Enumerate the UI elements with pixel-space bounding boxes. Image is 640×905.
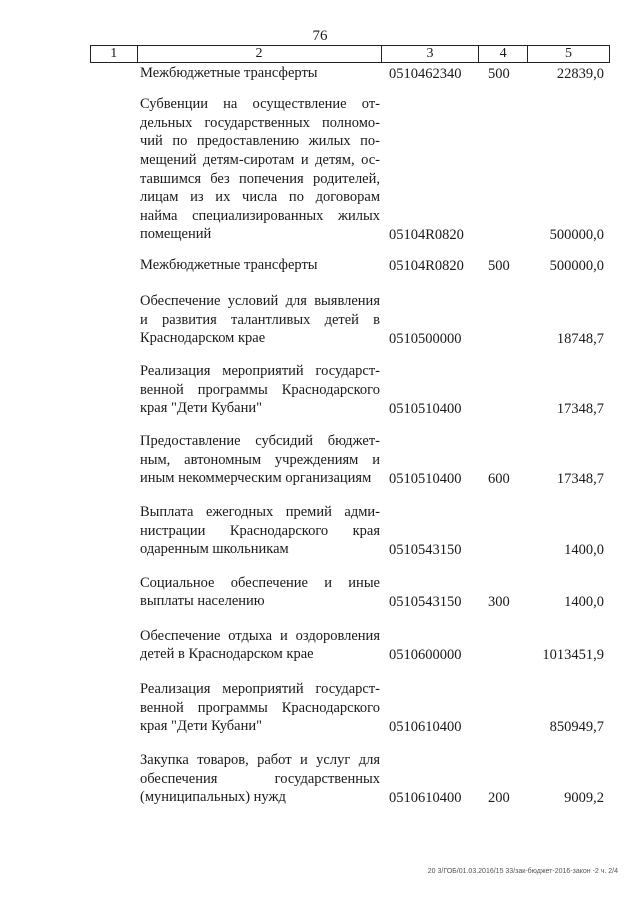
table-row <box>0 432 640 488</box>
row-description: Реализация мероприятий государст-венной программы Краснодарского края "Дети Кубани" <box>140 363 380 417</box>
row-description: Предоставление субсидий бюджет-ным, автономным учреждениям и иным некоммерческим организациям <box>140 433 380 487</box>
row-description: Межбюджетные трансферты <box>140 257 318 274</box>
column-header <box>90 45 610 63</box>
table-row <box>0 96 640 244</box>
column-number-5: 5 <box>527 46 609 63</box>
row-amount: 500000,0 <box>549 227 604 243</box>
row-type: 500 <box>488 66 510 82</box>
column-number-4: 4 <box>479 46 527 63</box>
row-description: Межбюджетные трансферты <box>140 65 318 82</box>
table-row <box>0 751 640 807</box>
table-row <box>0 680 640 736</box>
row-code: 05104R0820 <box>389 258 464 274</box>
row-code: 0510510400 <box>389 471 462 487</box>
row-description: Реализация мероприятий государст-венной программы Краснодарского края "Дети Кубани" <box>140 681 380 735</box>
row-type: 600 <box>488 471 510 487</box>
table-row <box>0 503 640 559</box>
table-row <box>0 256 640 275</box>
row-code: 0510600000 <box>389 647 462 663</box>
table-row <box>0 292 640 348</box>
page-number: 76 <box>312 28 328 44</box>
row-type: 200 <box>488 790 510 806</box>
row-amount: 9009,2 <box>564 790 604 806</box>
row-code: 0510510400 <box>389 401 462 417</box>
row-code: 0510610400 <box>389 790 462 806</box>
table-row <box>0 626 640 664</box>
row-description: Субвенции на осуществление от-дельных государственных полномо-чий по предоставлению жилых по-мещений детям-сиротам и детям, ос-тавшимся без попечения родителей, лицам из их числа по договорам найма специализированных жилых помещений <box>140 96 380 243</box>
row-amount: 500000,0 <box>549 258 604 274</box>
footer-file-reference: 20 3/ГОБ/01.03.2016/15 33/зак-бюджет-2016-закон -2 ч. 2/4 <box>427 868 618 875</box>
row-amount: 17348,7 <box>556 471 604 487</box>
row-description: Выплата ежегодных премий адми-нистрации Краснодарского края одаренным школьникам <box>140 504 380 558</box>
table-row <box>0 64 640 83</box>
row-description: Социальное обеспечение и иные выплаты населению <box>140 574 380 610</box>
table-row <box>0 573 640 611</box>
column-number-1: 1 <box>91 46 138 63</box>
row-code: 05104R0820 <box>389 227 464 243</box>
row-amount: 850949,7 <box>549 719 604 735</box>
row-description: Обеспечение условий для выявления и развития талантливых детей в Краснодарском крае <box>140 293 380 347</box>
row-code: 0510543150 <box>389 542 462 558</box>
row-amount: 1013451,9 <box>542 647 604 663</box>
row-code: 0510500000 <box>389 331 462 347</box>
row-type: 300 <box>488 594 510 610</box>
row-description: Закупка товаров, работ и услуг для обеспечения государственных (муниципальных) нужд <box>140 752 380 806</box>
row-code: 0510610400 <box>389 719 462 735</box>
column-number-3: 3 <box>381 46 479 63</box>
row-type: 500 <box>488 258 510 274</box>
row-amount: 18748,7 <box>556 331 604 347</box>
row-description: Обеспечение отдыха и оздоровления детей в Краснодарском крае <box>140 627 380 663</box>
row-code: 0510543150 <box>389 594 462 610</box>
row-amount: 22839,0 <box>556 66 604 82</box>
row-amount: 17348,7 <box>556 401 604 417</box>
row-amount: 1400,0 <box>564 542 604 558</box>
row-amount: 1400,0 <box>564 594 604 610</box>
table-row <box>0 362 640 418</box>
column-number-2: 2 <box>137 46 381 63</box>
row-code: 0510462340 <box>389 66 462 82</box>
